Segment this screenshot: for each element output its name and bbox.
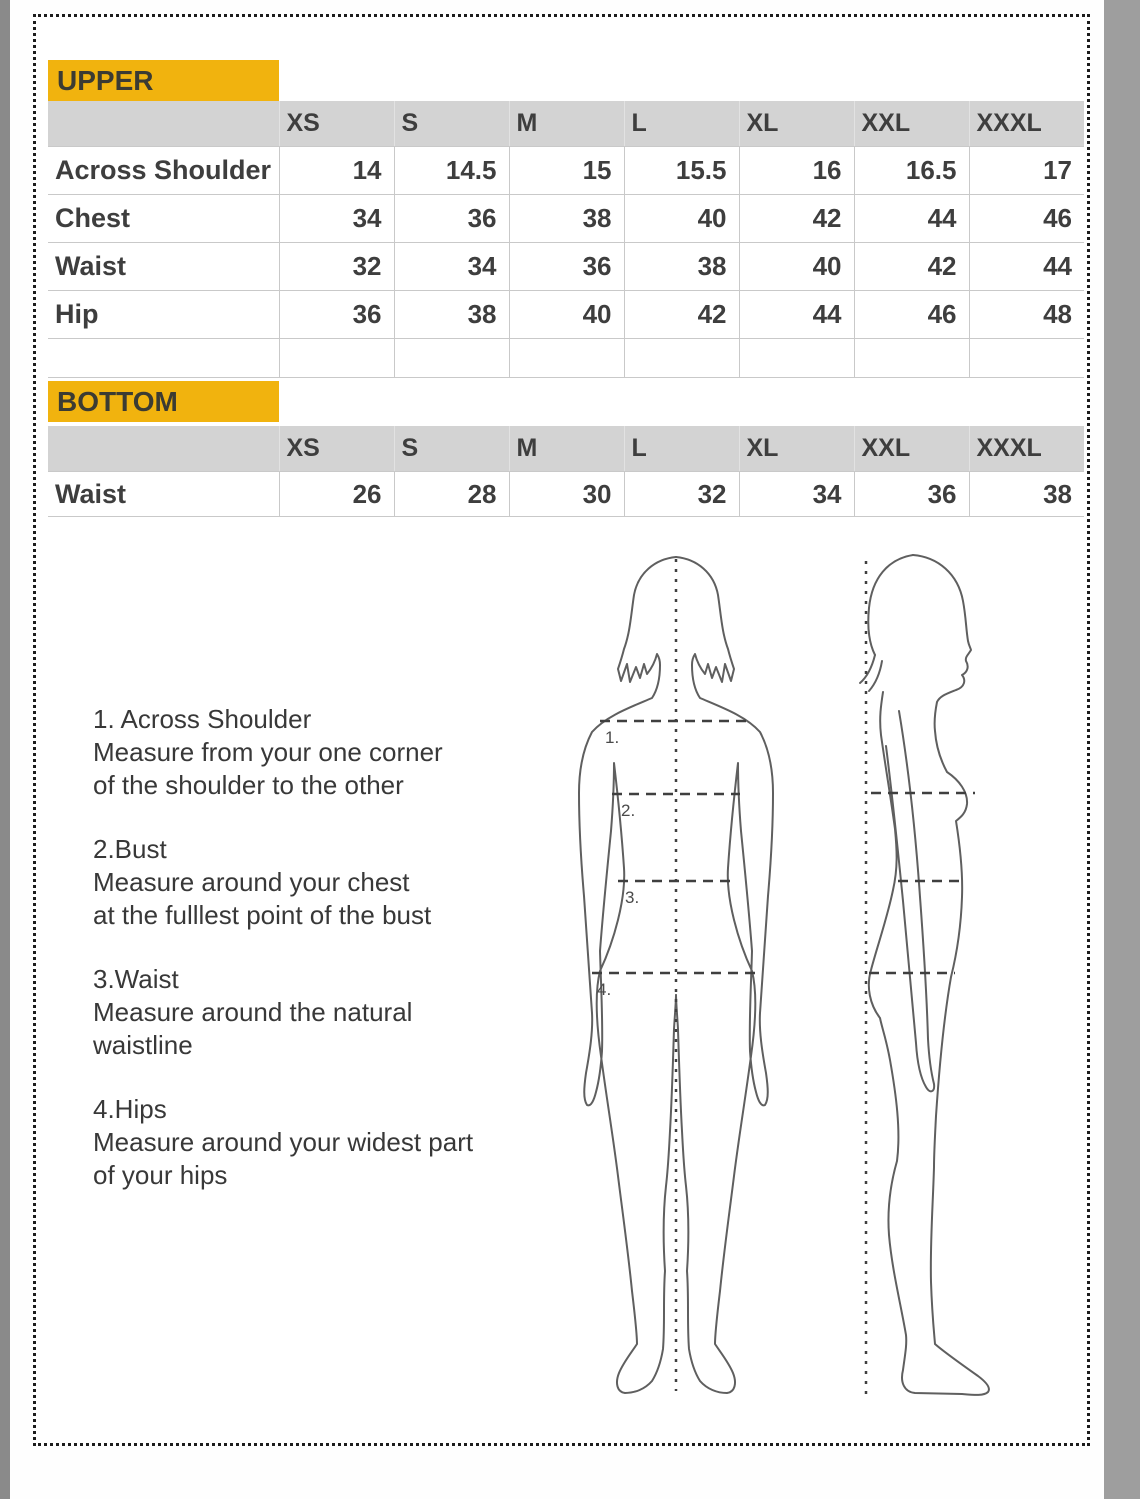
measurement-label: Waist xyxy=(48,243,279,291)
measurement-label: Chest xyxy=(48,195,279,243)
side-hair-strand xyxy=(860,655,875,683)
size-value-cell: 34 xyxy=(394,243,509,291)
front-figure-label-3: 3. xyxy=(625,888,640,907)
size-value-cell: 36 xyxy=(509,243,624,291)
left-gray-edge xyxy=(0,0,10,1499)
size-column-header: XS xyxy=(279,101,394,147)
empty-cell xyxy=(854,339,969,378)
instruction-title: 2.Bust xyxy=(93,834,167,864)
size-column-header: S xyxy=(394,426,509,472)
size-column-header: XXL xyxy=(854,426,969,472)
size-value-cell: 14 xyxy=(279,147,394,195)
size-column-header: L xyxy=(624,426,739,472)
size-value-cell: 14.5 xyxy=(394,147,509,195)
front-figure-illustration xyxy=(533,551,823,1401)
instruction-line: Measure from your one corner xyxy=(93,737,443,767)
size-column-header: L xyxy=(624,101,739,147)
size-value-cell: 38 xyxy=(624,243,739,291)
empty-row xyxy=(48,339,1084,378)
instruction-line: of your hips xyxy=(93,1160,228,1190)
size-value-cell: 38 xyxy=(969,472,1084,517)
size-value-cell: 40 xyxy=(624,195,739,243)
instruction-title: 3.Waist xyxy=(93,964,179,994)
instruction-line: Measure around your chest xyxy=(93,867,410,897)
size-value-cell: 42 xyxy=(739,195,854,243)
side-hair-outline xyxy=(868,555,913,655)
empty-cell xyxy=(48,339,279,378)
empty-cell xyxy=(739,339,854,378)
size-column-header: XXXL xyxy=(969,101,1084,147)
front-body-left-outline xyxy=(579,557,676,1393)
measurement-row xyxy=(48,472,1084,517)
size-column-header: M xyxy=(509,426,624,472)
size-value-cell: 28 xyxy=(394,472,509,517)
instruction-title: 1. Across Shoulder xyxy=(93,704,312,734)
size-value-cell: 48 xyxy=(969,291,1084,339)
size-column-header: XS xyxy=(279,426,394,472)
empty-cell xyxy=(509,339,624,378)
size-value-cell: 46 xyxy=(854,291,969,339)
size-column-header: XXXL xyxy=(969,426,1084,472)
empty-cell xyxy=(969,339,1084,378)
measurement-row xyxy=(48,243,1084,291)
measurement-label: Waist xyxy=(48,472,279,517)
empty-cell xyxy=(394,339,509,378)
right-gray-edge xyxy=(1104,0,1140,1499)
side-body-outline xyxy=(869,555,989,1395)
instruction-block xyxy=(93,1093,533,1192)
bottom-size-table xyxy=(48,426,1084,517)
empty-cell xyxy=(279,339,394,378)
instruction-line: of the shoulder to the other xyxy=(93,770,404,800)
upper-section-label: UPPER xyxy=(48,60,279,101)
size-value-cell: 40 xyxy=(739,243,854,291)
front-figure-label-2: 2. xyxy=(621,801,636,820)
size-column-header: M xyxy=(509,101,624,147)
measurement-row xyxy=(48,195,1084,243)
bottom-section-label: BOTTOM xyxy=(48,381,279,422)
side-figure-illustration xyxy=(835,551,1015,1401)
size-value-cell: 15.5 xyxy=(624,147,739,195)
size-column-header: XL xyxy=(739,426,854,472)
size-value-cell: 40 xyxy=(509,291,624,339)
size-column-header: XXL xyxy=(854,101,969,147)
size-value-cell: 32 xyxy=(624,472,739,517)
instruction-block xyxy=(93,703,533,802)
instruction-title: 4.Hips xyxy=(93,1094,167,1124)
size-value-cell: 26 xyxy=(279,472,394,517)
size-value-cell: 36 xyxy=(279,291,394,339)
size-value-cell: 34 xyxy=(279,195,394,243)
size-value-cell: 16.5 xyxy=(854,147,969,195)
size-value-cell: 30 xyxy=(509,472,624,517)
size-value-cell: 32 xyxy=(279,243,394,291)
size-header-empty-cell xyxy=(48,101,279,147)
measurement-row xyxy=(48,291,1084,339)
size-value-cell: 34 xyxy=(739,472,854,517)
instruction-block xyxy=(93,963,533,1062)
size-value-cell: 17 xyxy=(969,147,1084,195)
size-value-cell: 38 xyxy=(509,195,624,243)
measurement-instructions xyxy=(93,703,533,1223)
front-figure-label-4: 4. xyxy=(597,980,612,999)
size-header-empty-cell xyxy=(48,426,279,472)
size-column-header: S xyxy=(394,101,509,147)
empty-cell xyxy=(624,339,739,378)
measurement-label: Hip xyxy=(48,291,279,339)
size-value-cell: 16 xyxy=(739,147,854,195)
instruction-line: waistline xyxy=(93,1030,193,1060)
size-value-cell: 46 xyxy=(969,195,1084,243)
instruction-line: Measure around the natural xyxy=(93,997,413,1027)
size-value-cell: 42 xyxy=(854,243,969,291)
size-value-cell: 44 xyxy=(969,243,1084,291)
upper-size-table xyxy=(48,101,1084,378)
size-value-cell: 44 xyxy=(739,291,854,339)
instruction-block xyxy=(93,833,533,932)
size-value-cell: 36 xyxy=(394,195,509,243)
front-body-right-outline xyxy=(676,557,773,1393)
size-value-cell: 36 xyxy=(854,472,969,517)
side-arm-outline xyxy=(886,711,934,1091)
front-figure-label-1: 1. xyxy=(605,728,620,747)
size-chart-sheet xyxy=(33,14,1090,1446)
size-column-header: XL xyxy=(739,101,854,147)
size-value-cell: 44 xyxy=(854,195,969,243)
size-value-cell: 38 xyxy=(394,291,509,339)
measurement-label: Across Shoulder xyxy=(48,147,279,195)
instruction-line: at the fulllest point of the bust xyxy=(93,900,432,930)
size-value-cell: 15 xyxy=(509,147,624,195)
measurement-row xyxy=(48,147,1084,195)
size-value-cell: 42 xyxy=(624,291,739,339)
instruction-line: Measure around your widest part xyxy=(93,1127,474,1157)
